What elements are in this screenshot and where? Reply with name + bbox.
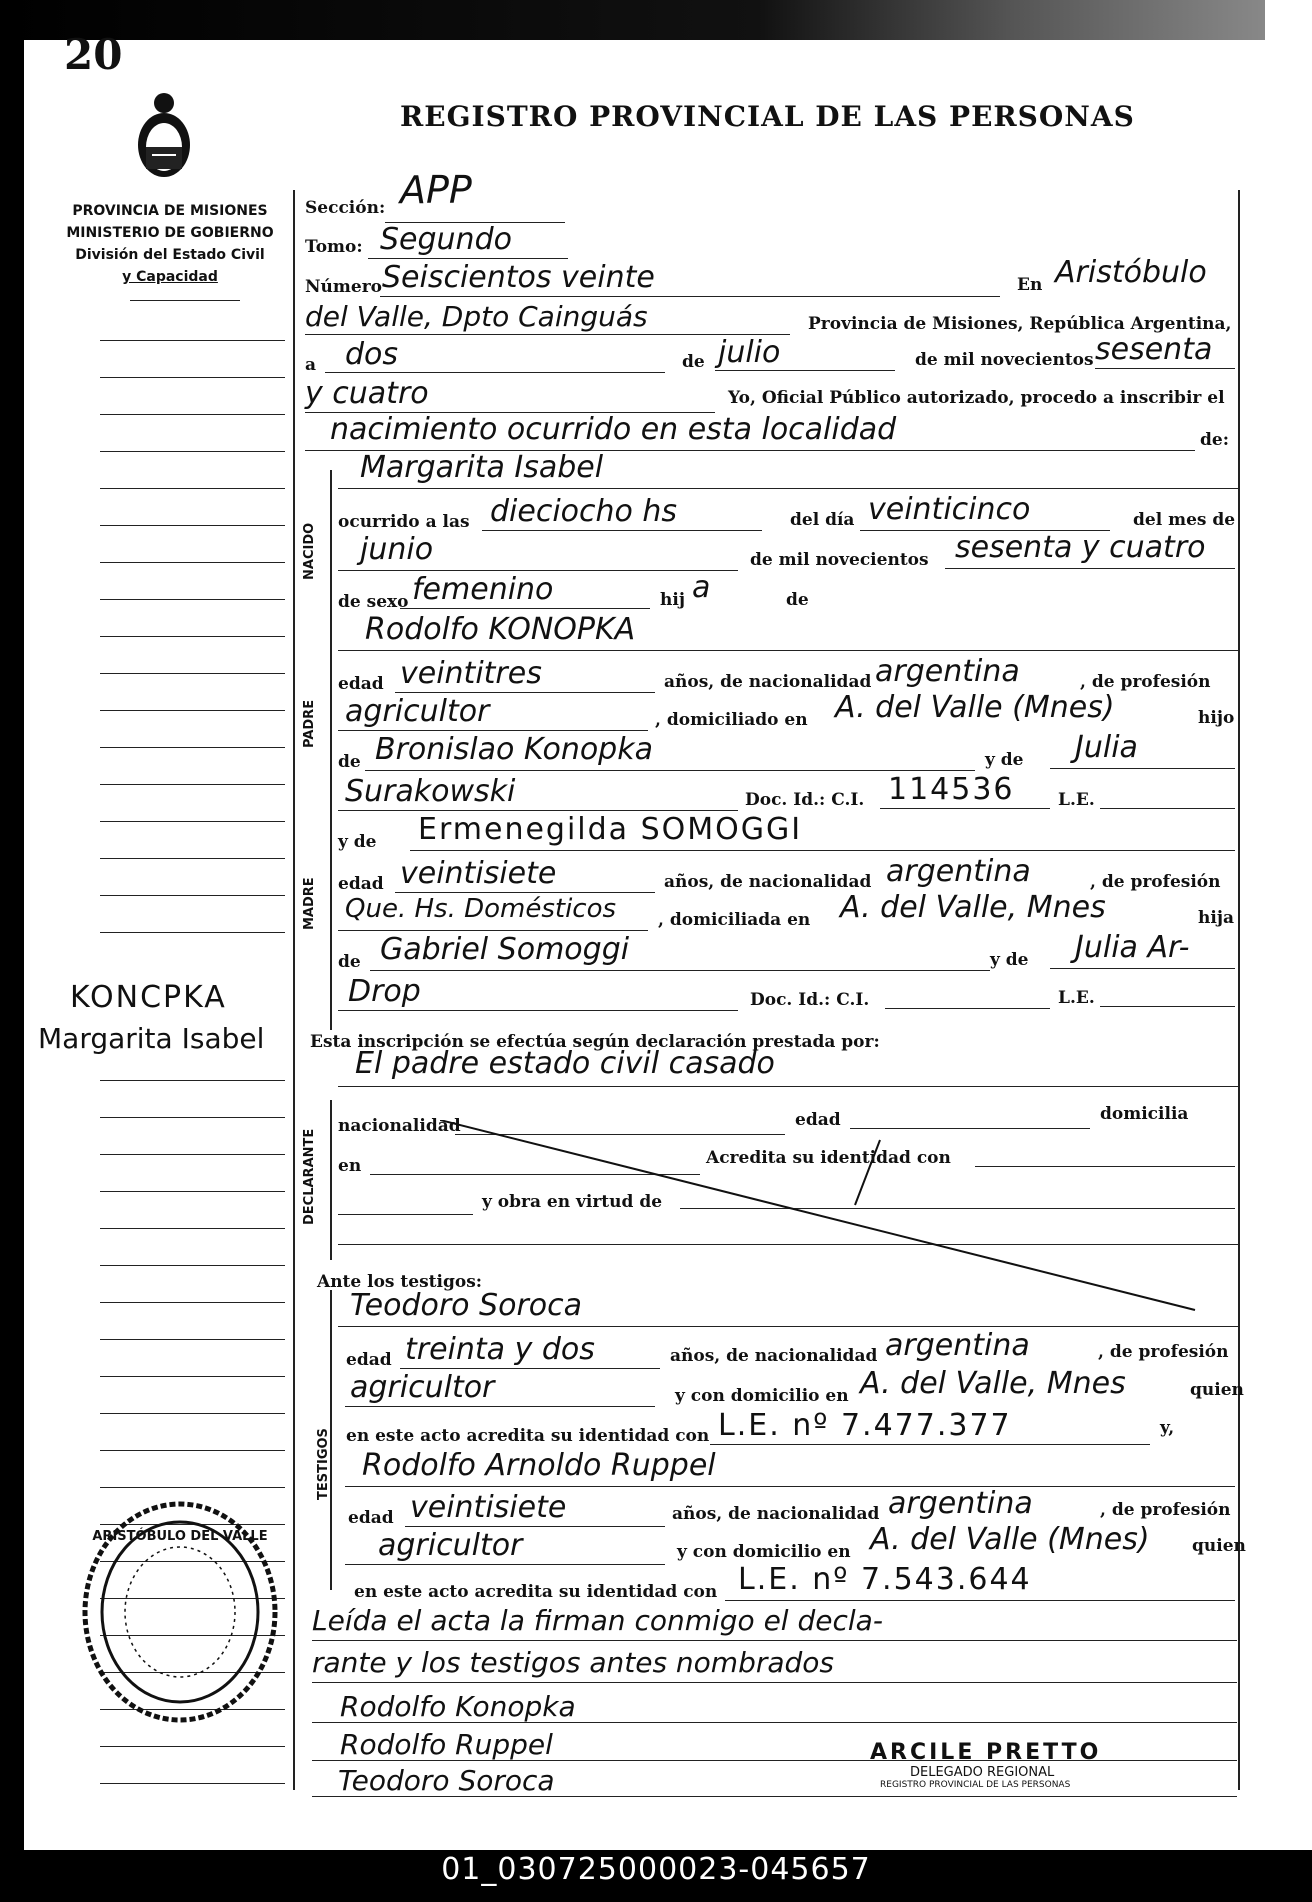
label-obra-decl: y obra en virtud de <box>482 1192 663 1212</box>
label-nac-t1: años, de nacionalidad <box>670 1346 878 1366</box>
label-le-madre: L.E. <box>1058 988 1095 1008</box>
form-left-border <box>293 190 295 1790</box>
delegado-name: ARCILE PRETTO <box>870 1740 1102 1765</box>
margin-rule <box>100 1191 285 1192</box>
value-t1-nac: argentina <box>885 1328 1030 1363</box>
label-a: a <box>305 355 317 375</box>
margin-note-surname: KONCPKA <box>70 980 227 1015</box>
label-seccion: Sección: <box>305 198 386 218</box>
label-y-de-abuela-p: y de <box>985 750 1024 770</box>
value-anio-nac: sesenta y cuatro <box>955 530 1206 565</box>
value-t2-edad: veintisiete <box>410 1490 567 1525</box>
label-quien-t1: quien <box>1190 1380 1244 1400</box>
value-abuela-p1: Julia <box>1075 730 1138 765</box>
value-padre: Rodolfo KONOPKA <box>365 612 636 647</box>
value-t1-edad: treinta y dos <box>405 1332 595 1367</box>
margin-rule <box>100 1302 285 1303</box>
label-doc-padre: Doc. Id.: C.I. <box>745 790 865 810</box>
label-del-dia: del día <box>790 510 855 530</box>
document-barcode-id: 01_030725000023-045657 <box>441 1852 871 1887</box>
label-de-padre: de <box>786 590 809 610</box>
label-dom-t1: y con domicilio en <box>675 1386 849 1406</box>
margin-rule <box>100 562 285 563</box>
value-madre-edad: veintisiete <box>400 856 557 891</box>
value-tomo: Segundo <box>380 222 512 257</box>
margin-rule <box>100 525 285 526</box>
label-prof-t2: , de profesión <box>1100 1500 1231 1520</box>
value-padre-nac: argentina <box>875 654 1020 689</box>
label-y-de-madre: y de <box>338 832 377 852</box>
margin-rule <box>100 1450 285 1451</box>
side-label-madre: MADRE <box>302 877 317 930</box>
margin-rule <box>100 1413 285 1414</box>
value-t2-prof: agricultor <box>378 1528 523 1563</box>
label-acto-t2: en este acto acredita su identidad con <box>354 1582 718 1602</box>
margin-rule <box>100 1376 285 1377</box>
label-de-mil: de mil novecientos <box>915 350 1094 370</box>
official-stamp-icon <box>80 1500 280 1725</box>
label-provincia: Provincia de Misiones, República Argentina, <box>808 314 1232 334</box>
label-hijo: hijo <box>1198 708 1235 728</box>
margin-rule <box>100 1783 285 1784</box>
value-t1-prof: agricultor <box>350 1370 495 1405</box>
margin-note-name: Margarita Isabel <box>38 1022 265 1055</box>
margin-rule <box>100 414 285 415</box>
value-lugar: del Valle, Dpto Cainguás <box>305 300 648 333</box>
value-madre-dom: A. del Valle, Mnes <box>840 890 1106 925</box>
margin-rule <box>100 377 285 378</box>
label-y-t1: y, <box>1160 1418 1175 1438</box>
signature-testigo1: Teodoro Soroca <box>338 1764 555 1797</box>
scan-top-edge <box>0 0 1265 40</box>
label-hija: hija <box>1198 908 1234 928</box>
value-abuela-m1: Julia Ar- <box>1075 930 1190 965</box>
side-label-nacido: NACIDO <box>302 522 317 580</box>
value-hora: dieciocho hs <box>490 494 678 529</box>
margin-rule <box>100 784 285 785</box>
label-de-mes: de <box>682 352 705 372</box>
value-declarante: El padre estado civil casado <box>355 1046 775 1081</box>
value-abuelo-m: Gabriel Somoggi <box>380 932 630 967</box>
value-abuelo-p: Bronislao Konopka <box>375 732 653 767</box>
label-hij: hij <box>660 590 685 610</box>
value-seccion: APP <box>400 168 472 212</box>
label-dom-madre: , domiciliada en <box>658 910 811 930</box>
label-ante-testigos: Ante los testigos: <box>317 1272 483 1292</box>
delegado-org: REGISTRO PROVINCIAL DE LAS PERSONAS <box>880 1780 1071 1790</box>
margin-rule <box>100 488 285 489</box>
label-yo: Yo, Oficial Público autorizado, procedo a inscribir el <box>728 388 1225 408</box>
value-madre: Ermenegilda SOMOGGI <box>418 812 803 847</box>
side-label-testigos: TESTIGOS <box>316 1428 331 1500</box>
issuer-line2: MINISTERIO DE GOBIERNO <box>66 225 274 241</box>
label-prof-madre: , de profesión <box>1090 872 1221 892</box>
delegado-role: DELEGADO REGIONAL <box>910 1765 1055 1780</box>
margin-rule <box>100 340 285 341</box>
scan-left-edge <box>0 40 24 1850</box>
value-dia-nac: veinticinco <box>868 492 1031 527</box>
value-numero: Seiscientos veinte <box>382 260 655 295</box>
value-mes: julio <box>718 335 781 370</box>
label-acto-t1: en este acto acredita su identidad con <box>346 1426 710 1446</box>
value-hij: a <box>692 570 711 605</box>
declarante-bracket <box>330 1100 332 1260</box>
label-nac-padre: años, de nacionalidad <box>664 672 872 692</box>
value-sexo: femenino <box>412 572 554 607</box>
label-acredita-decl: Acredita su identidad con <box>706 1148 951 1168</box>
label-dom-padre: , domiciliado en <box>655 710 808 730</box>
value-testigo1: Teodoro Soroca <box>350 1288 583 1323</box>
label-del-mes: del mes de <box>1133 510 1236 530</box>
coat-of-arms-icon <box>130 85 198 185</box>
margin-rule <box>130 300 240 301</box>
margin-rule <box>100 1117 285 1118</box>
value-nombre: Margarita Isabel <box>360 450 604 485</box>
madre-bracket <box>330 830 332 1030</box>
margin-rule <box>100 1265 285 1266</box>
value-t2-le: L.E. nº 7.543.644 <box>738 1562 1032 1597</box>
label-nacionalidad-decl: nacionalidad <box>338 1116 461 1136</box>
margin-rule <box>100 932 285 933</box>
margin-rule <box>100 599 285 600</box>
label-en-decl: en <box>338 1156 362 1176</box>
value-padre-edad: veintitres <box>400 656 542 691</box>
label-numero: Número <box>305 277 382 297</box>
margin-rule <box>100 747 285 748</box>
margin-rule <box>100 636 285 637</box>
value-padre-prof: agricultor <box>345 694 490 729</box>
value-t1-dom: A. del Valle, Mnes <box>860 1366 1126 1401</box>
label-edad-t2: edad <box>348 1508 394 1528</box>
stamp-label: ARISTÓBULO DEL VALLE <box>92 1529 268 1544</box>
issuer-header <box>55 200 285 288</box>
label-de-abuelo-p: de <box>338 752 361 772</box>
margin-rule <box>100 451 285 452</box>
label-doc-madre: Doc. Id.: C.I. <box>750 990 870 1010</box>
margin-rule <box>100 1487 285 1488</box>
label-de-mil-nac: de mil novecientos <box>750 550 929 570</box>
margin-rule <box>100 710 285 711</box>
margin-rule <box>100 1339 285 1340</box>
label-edad-padre: edad <box>338 674 384 694</box>
value-madre-prof: Que. Hs. Domésticos <box>345 894 617 924</box>
margin-rule <box>100 1746 285 1747</box>
value-en: Aristóbulo <box>1055 255 1207 290</box>
label-quien-t2: quien <box>1192 1536 1246 1556</box>
value-mes-nac: junio <box>360 532 434 567</box>
document-title: REGISTRO PROVINCIAL DE LAS PERSONAS <box>400 100 1135 133</box>
value-testigo2: Rodolfo Arnoldo Ruppel <box>362 1448 716 1483</box>
value-abuela-m2: Drop <box>348 974 421 1009</box>
issuer-line1: PROVINCIA DE MISIONES <box>72 203 268 219</box>
side-label-declarante: DECLARANTE <box>302 1128 317 1225</box>
label-nac-madre: años, de nacionalidad <box>664 872 872 892</box>
value-cierre1: Leída el acta la firman conmigo el decla- <box>312 1604 883 1637</box>
margin-rule <box>100 821 285 822</box>
issuer-line3: División del Estado Civil <box>75 247 265 263</box>
margin-rule <box>100 1154 285 1155</box>
issuer-line4: y Capacidad <box>122 269 218 285</box>
margin-rule <box>100 1080 285 1081</box>
label-esta-inscripcion: Esta inscripción se efectúa según declaración prestada por: <box>310 1032 880 1052</box>
label-edad-t1: edad <box>346 1350 392 1370</box>
signature-padre: Rodolfo Konopka <box>340 1690 576 1723</box>
label-edad-madre: edad <box>338 874 384 894</box>
side-label-padre: PADRE <box>302 699 317 748</box>
value-madre-nac: argentina <box>886 854 1031 889</box>
margin-rule <box>100 673 285 674</box>
margin-rule <box>100 895 285 896</box>
value-abuela-p2: Surakowski <box>345 774 516 809</box>
label-en: En <box>1017 275 1043 295</box>
value-t1-le: L.E. nº 7.477.377 <box>718 1408 1012 1443</box>
label-de-inscripto: de: <box>1200 430 1229 450</box>
label-prof-t1: , de profesión <box>1098 1342 1229 1362</box>
label-domicilia-decl: domicilia <box>1100 1104 1189 1124</box>
nacido-bracket <box>330 470 332 630</box>
label-ocurrido: ocurrido a las <box>338 512 470 532</box>
value-cierre2: rante y los testigos antes nombrados <box>312 1646 835 1679</box>
label-prof-padre: , de profesión <box>1080 672 1211 692</box>
label-tomo: Tomo: <box>305 237 363 257</box>
value-dia: dos <box>345 337 399 372</box>
value-padre-ci: 114536 <box>888 772 1015 807</box>
value-hecho: nacimiento ocurrido en esta localidad <box>330 412 897 447</box>
value-padre-dom: A. del Valle (Mnes) <box>835 690 1115 725</box>
padre-bracket <box>330 630 332 830</box>
page-number: 20 <box>64 30 123 79</box>
label-dom-t2: y con domicilio en <box>677 1542 851 1562</box>
value-anio1: sesenta <box>1095 332 1213 367</box>
label-de-abuelo-m: de <box>338 952 361 972</box>
label-y-de-abuela-m: y de <box>990 950 1029 970</box>
value-t2-dom: A. del Valle (Mnes) <box>870 1522 1150 1557</box>
signature-testigo2: Rodolfo Ruppel <box>340 1728 553 1761</box>
value-anio2: y cuatro <box>305 376 429 411</box>
delegado-stamp <box>870 1740 1150 1800</box>
label-le-padre: L.E. <box>1058 790 1095 810</box>
label-sexo: de sexo <box>338 592 409 612</box>
label-nac-t2: años, de nacionalidad <box>672 1504 880 1524</box>
margin-rule <box>100 1228 285 1229</box>
label-edad-decl: edad <box>795 1110 841 1130</box>
value-t2-nac: argentina <box>888 1486 1033 1521</box>
margin-rule <box>100 858 285 859</box>
